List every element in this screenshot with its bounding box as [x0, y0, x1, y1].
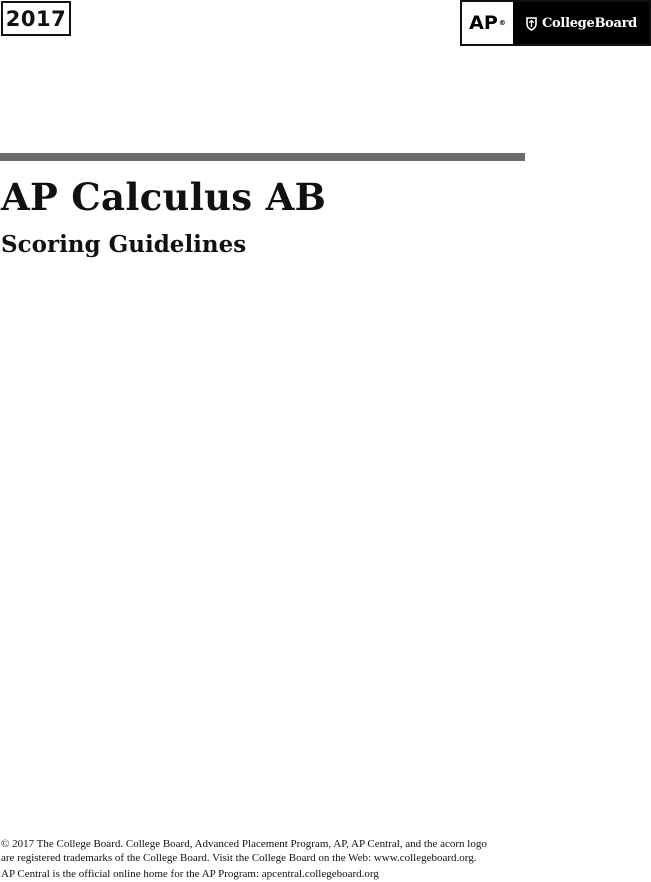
- ap-logo-text: AP: [469, 12, 498, 34]
- trademark-line: are registered trademarks of the College Board. Visit the College Board on the Web: www.collegeboard.org.: [1, 851, 477, 864]
- ap-logo: [462, 2, 513, 44]
- apcentral-line: AP Central is the official online home for the AP Program: apcentral.collegeboard.org: [1, 868, 379, 880]
- ap-registered-mark: ®: [498, 19, 506, 27]
- year-label: 2017: [5, 6, 67, 31]
- acorn-icon: [525, 16, 538, 31]
- collegeboard-logo: [513, 2, 649, 44]
- copyright-line: © 2017 The College Board. College Board, Advanced Placement Program, AP, AP Central, and the acorn logo: [1, 838, 487, 850]
- collegeboard-logo-text: CollegeBoard: [542, 15, 637, 31]
- page-title: AP Calculus AB: [1, 175, 327, 219]
- title-divider: [0, 153, 525, 161]
- page-subtitle: Scoring Guidelines: [1, 231, 247, 258]
- year-badge: [1, 1, 71, 36]
- copyright-footer: [1, 838, 601, 882]
- ap-collegeboard-logo: [460, 0, 651, 46]
